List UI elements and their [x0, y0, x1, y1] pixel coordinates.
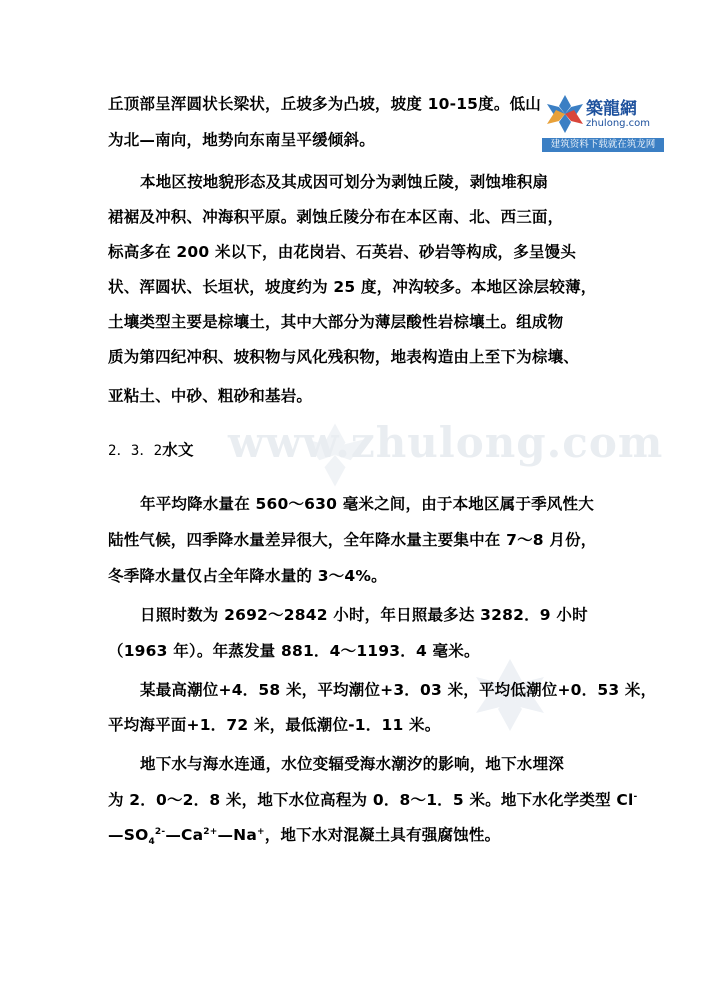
- text-line: 平均海平面+1．72 米，最低潮位-1．11 米。: [108, 716, 441, 734]
- superscript: +: [257, 826, 265, 837]
- section-title: 水文: [162, 441, 194, 459]
- text-line: 日照时数为 2692～2842 小时，年日照最多达 3282．9 小时: [140, 606, 588, 624]
- text-line: 标高多在 200 米以下，由花岗岩、石英岩、砂岩等构成，多呈馒头: [108, 243, 577, 261]
- text-line: 质为第四纪冲积、坡积物与风化残积物，地表构造由上至下为棕壤、: [108, 348, 580, 366]
- text-line: 丘顶部呈浑圆状长梁状，丘坡多为凸坡，坡度 10-15度。低山: [108, 95, 541, 113]
- logo-url: zhulong.com: [586, 118, 651, 129]
- text-line: 为北—南向，地势向东南呈平缓倾斜。: [108, 131, 375, 149]
- text-span: —Na: [217, 826, 258, 844]
- text-span: —Ca: [165, 826, 204, 844]
- text-line: 裙裾及冲积、冲海积平原。剥蚀丘陵分布在本区南、北、西三面，: [108, 208, 564, 226]
- watermark-text: www.zhulong.com: [228, 418, 664, 467]
- zhulong-logo[interactable]: [542, 92, 672, 158]
- text-line: 地下水与海水连通，水位变辐受海水潮汐的影响，地下水埋深: [140, 755, 564, 773]
- text-line: （1963 年）。年蒸发量 881．4～1193．4 毫米。: [108, 642, 480, 660]
- text-span: —SO: [108, 826, 149, 844]
- text-line: 某最高潮位+4．58 米，平均潮位+3．03 米，平均低潮位+0．53 米，: [140, 681, 657, 699]
- text-line: 亚粘土、中砂、粗砂和基岩。: [108, 387, 313, 405]
- text-line: [108, 788, 637, 810]
- section-heading: [108, 438, 194, 460]
- logo-name: 築龍網: [586, 99, 637, 119]
- text-line: 本地区按地貌形态及其成因可划分为剥蚀丘陵，剥蚀堆积扇: [140, 173, 549, 191]
- text-line: 年平均降水量在 560～630 毫米之间，由于本地区属于季风性大: [140, 495, 594, 513]
- text-span: 为 2．0～2．8 米，地下水位高程为 0．8～1．5 米。地下水化学类型 Cl: [108, 791, 634, 809]
- subscript: 4: [148, 837, 155, 848]
- snowflake-logo-icon: [546, 94, 584, 134]
- superscript: 2+: [203, 826, 218, 837]
- text-line: 陆性气候，四季降水量差异很大，全年降水量主要集中在 7～8 月份，: [108, 531, 597, 549]
- superscript: -: [633, 791, 638, 802]
- superscript: 2-: [154, 826, 166, 837]
- section-number: 2．3．2: [108, 443, 163, 459]
- logo-tagline: 建筑资料下载就在筑龙网: [542, 138, 664, 152]
- text-span: ，地下水对混凝土具有强腐蚀性。: [264, 826, 501, 844]
- text-line: [108, 823, 501, 848]
- text-line: 状、浑圆状、长垣状，坡度约为 25 度，冲沟较多。本地区涂层较薄，: [108, 278, 597, 296]
- text-line: 冬季降水量仅占全年降水量的 3～4%。: [108, 567, 387, 585]
- text-line: 土壤类型主要是棕壤土，其中大部分为薄层酸性岩棕壤土。组成物: [108, 313, 564, 331]
